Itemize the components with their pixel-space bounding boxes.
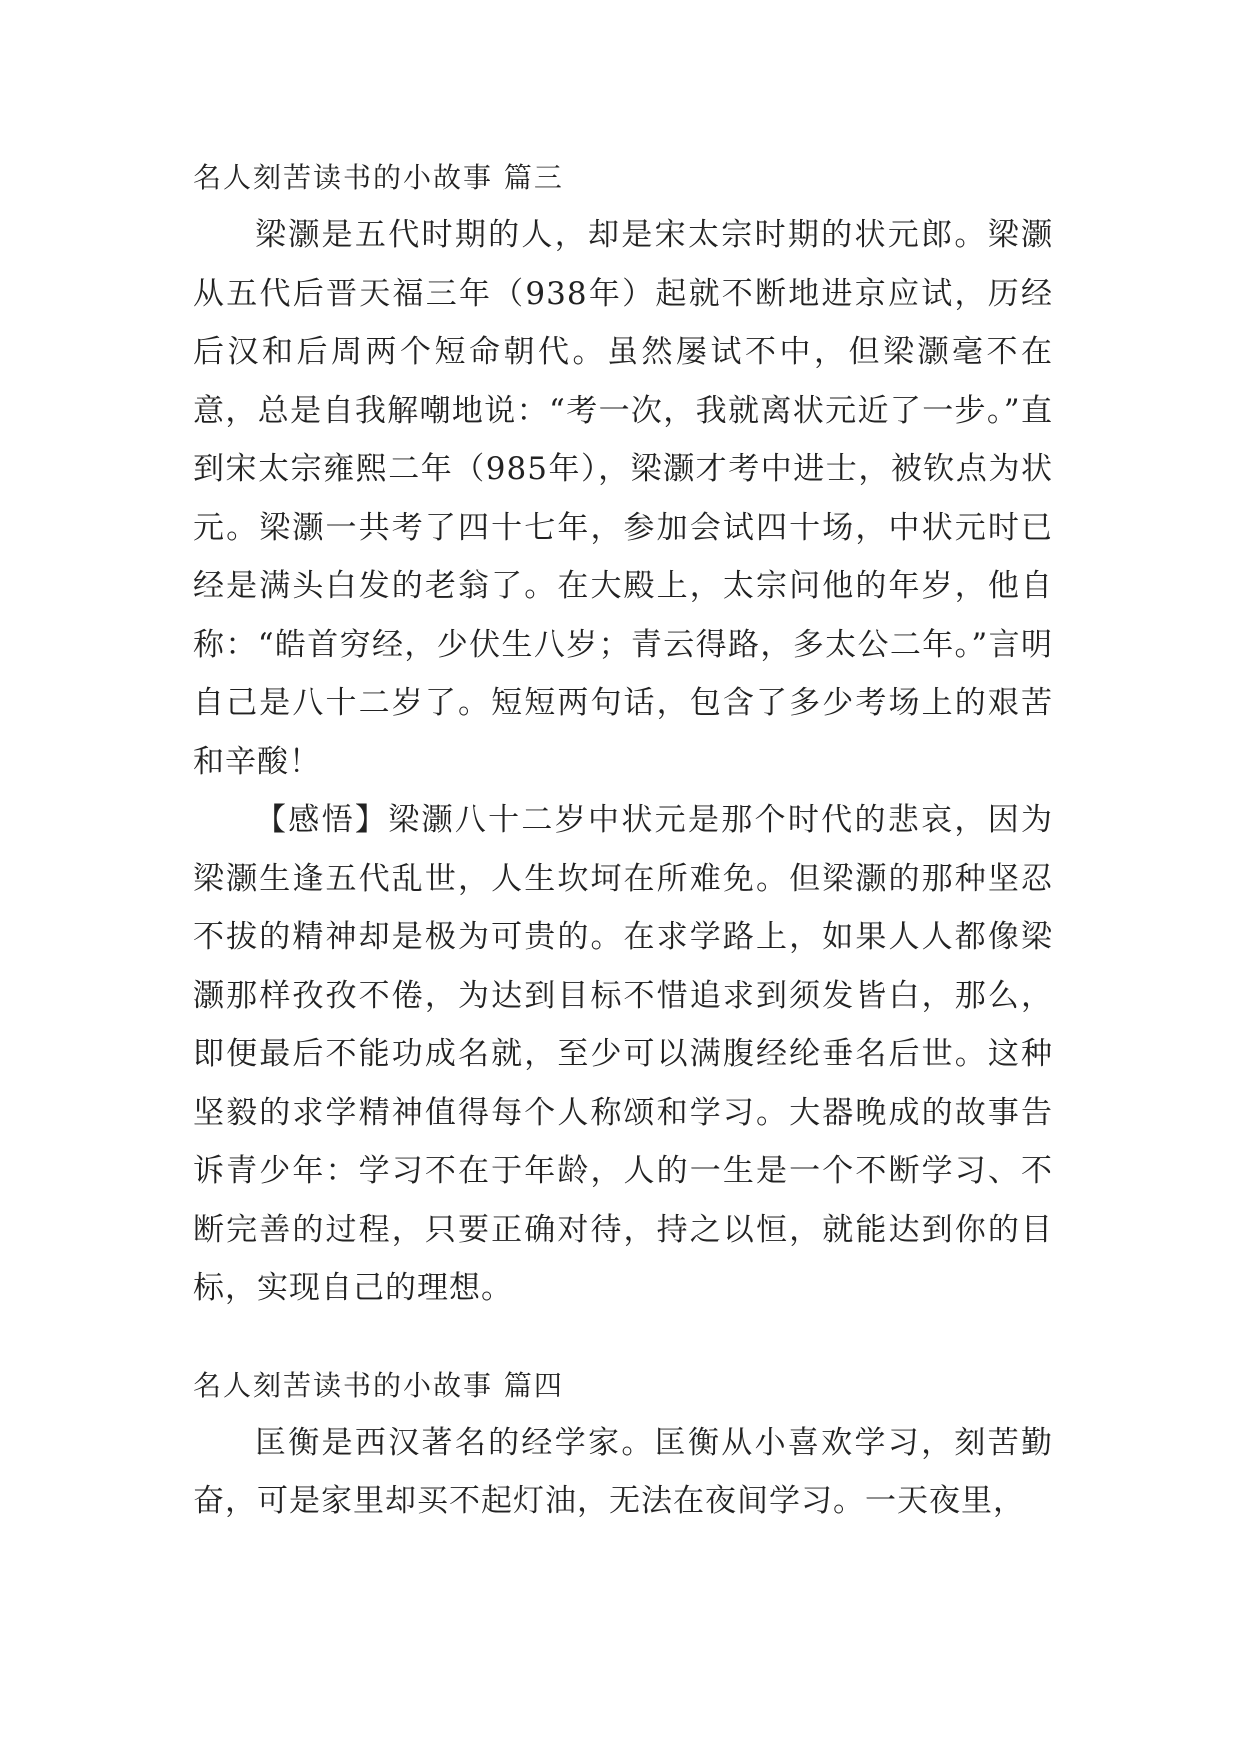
section-3-heading: 名人刻苦读书的小故事 篇三: [193, 161, 564, 194]
section-4-paragraph-1: 匡衡是西汉著名的经学家。匡衡从小喜欢学习，刻苦勤奋，可是家里却买不起灯油，无法在夜间学习。一天夜里，: [193, 1424, 1053, 1519]
section-4-heading: 名人刻苦读书的小故事 篇四: [193, 1368, 564, 1402]
section-spacer: [193, 1318, 1053, 1358]
section-4: [193, 1358, 1053, 1531]
document-body: [193, 150, 1053, 1531]
section-3-paragraph-1: 梁灏是五代时期的人，却是宋太宗时期的状元郎。梁灏从五代后晋天福三年（938年）起就不断地进京应试，历经后汉和后周两个短命朝代。虽然屡试不中，但梁灏毫不在意，总是自我解嘲地说：“考一次，我就离状元近了一步。”直到宋太宗雍熙二年（985年），梁灏才考中进士，被钦点为状元。梁灏一共考了四十七年，参加会试四十场，中状元时已经是满头白发的老翁了。在大殿上，太宗问他的年岁，他自称：“皓首穷经，少伏生八岁；青云得路，多太公二年。”言明自己是八十二岁了。短短两句话，包含了多少考场上的艰苦和辛酸！: [193, 217, 1053, 780]
section-3: [193, 150, 1053, 1318]
section-3-paragraph-2: 【感悟】梁灏八十二岁中状元是那个时代的悲哀，因为梁灏生逢五代乱世，人生坎坷在所难免。但梁灏的那种坚忍不拔的精神却是极为可贵的。在求学路上，如果人人都像梁灏那样孜孜不倦，为达到目标不惜追求到须发皆白，那么，即便最后不能功成名就，至少可以满腹经纶垂名后世。这种坚毅的求学精神值得每个人称颂和学习。大器晚成的故事告诉青少年：学习不在于年龄，人的一生是一个不断学习、不断完善的过程，只要正确对待，持之以恒，就能达到你的目标，实现自己的理想。: [193, 802, 1053, 1306]
